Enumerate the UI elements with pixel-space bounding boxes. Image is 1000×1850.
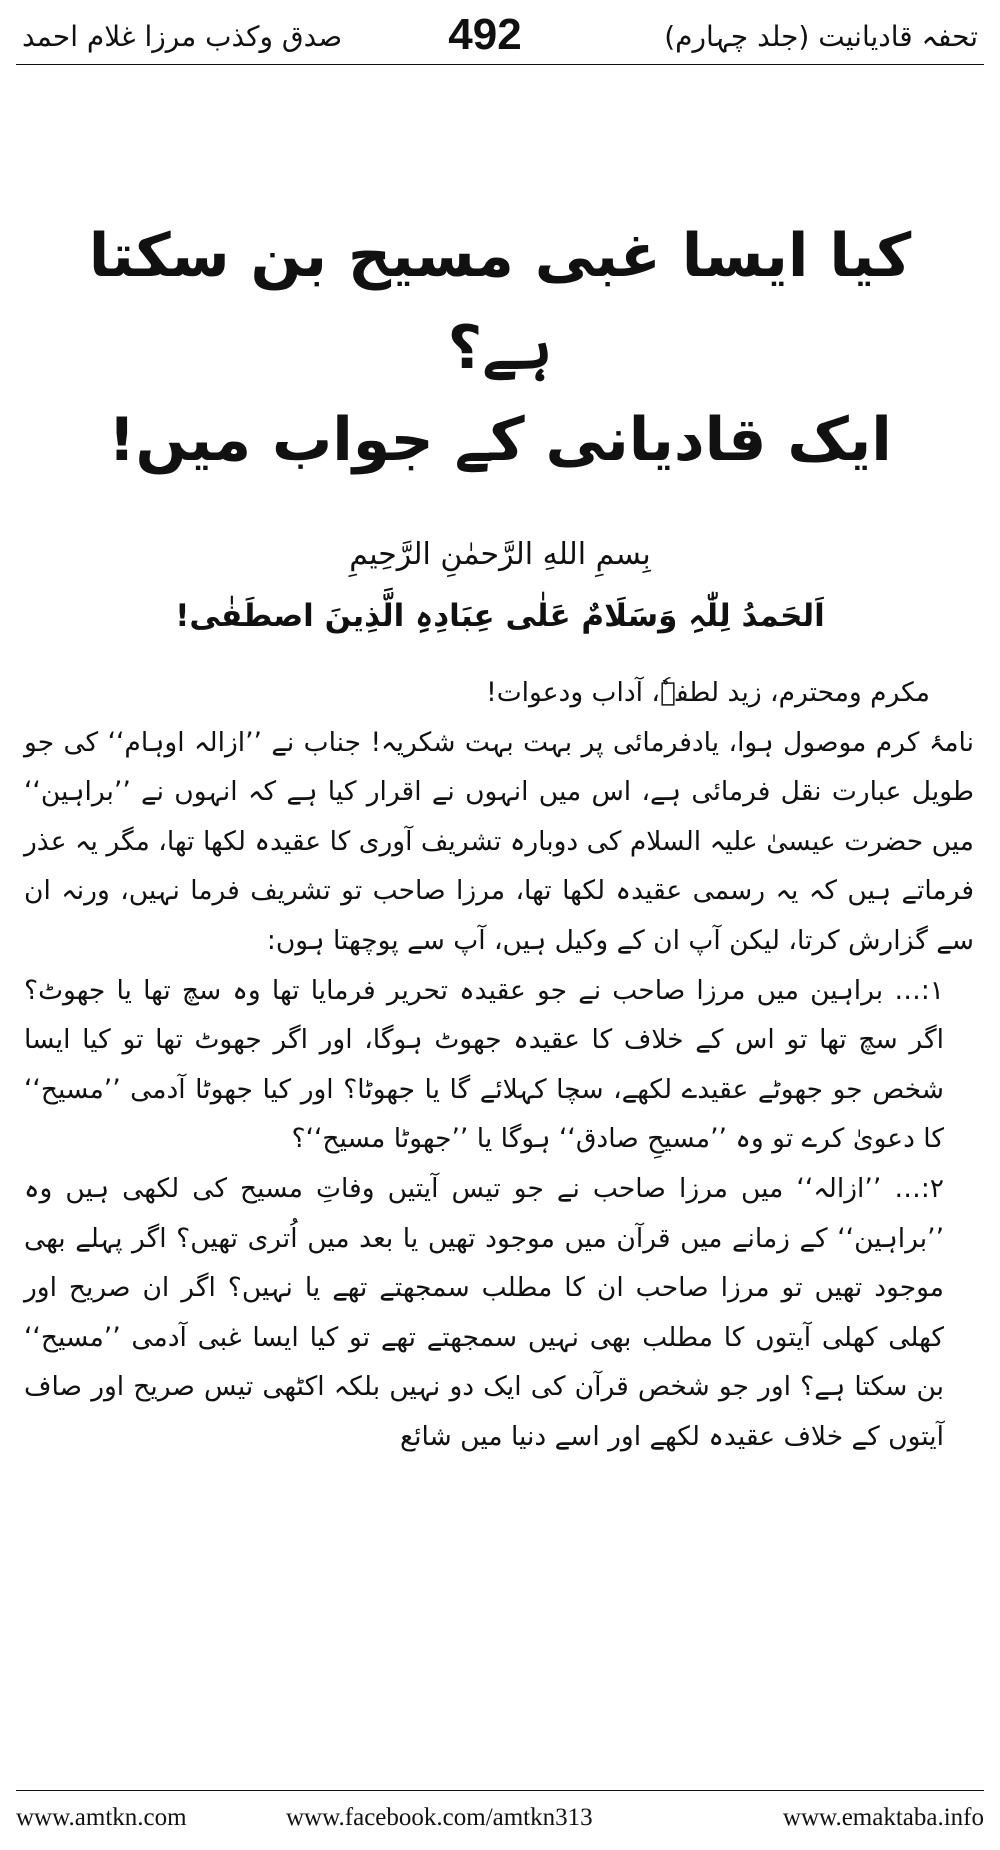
paragraph-1: نامۂ کرم موصول ہوا، یادفرمائی پر بہت بہت شکریہ! جناب نے ’’ازالہ اوہام‘‘ کی جو طویل عبارت نقل فرمائی ہے، اس میں انہوں نے اقرار کیا ہے کہ انہوں نے ’’براہین‘‘ میں حضرت عیسیٰ علیہ السلام کی دوبارہ تشریف آوری کا عقیدہ لکھا تھا، مگر یہ عذر فرماتے ہیں کہ یہ رسمی عقیدہ لکھا تھا، مرزا صاحب تو تشریف فرما نہیں، ورنہ ان سے گزارش کرتا، لیکن آپ ان کے وکیل ہیں، آپ سے پوچھتا ہوں: xyxy=(24,726,974,956)
question-1: ۱:… براہین میں مرزا صاحب نے جو عقیدہ تحریر فرمایا تھا وہ سچ تھا یا جھوٹ؟ اگر سچ تھا تو اس کے خلاف کا عقیدہ جھوٹ ہوگا، اور اگر جھوٹ تھا تو کیا ایسا شخص جو جھوٹے عقیدے لکھے، سچا کہلائے گا یا جھوٹا؟ اور کیا جھوٹا آدمی ’’مسیح‘‘ کا دعویٰ کرے تو وہ ’’مسیحِ صادق‘‘ ہوگا یا ’’جھوٹا مسیح‘‘؟ xyxy=(24,974,944,1155)
page-footer xyxy=(16,1800,984,1840)
question-2: ۲:… ’’ازالہ‘‘ میں مرزا صاحب نے جو تیس آیتیں وفاتِ مسیح کی لکھی ہیں وہ ’’براہین‘‘ کے زمانے میں قرآن میں موجود تھیں یا بعد میں اُتری تھیں؟ اگر پہلے بھی موجود تھیں تو مرزا صاحب ان کا مطلب سمجھتے تھے یا نہیں؟ اگر ان صریح اور کھلی کھلی آیتوں کا مطلب بھی نہیں سمجھتے تھے تو کیا ایسا غبی آدمی ’’مسیح‘‘ بن سکتا ہے؟ اور جو شخص قرآن کی ایک دو نہیں بلکہ اکٹھی تیس صریح اور صاف آیتوں کے خلاف عقیدہ لکھے اور اسے دنیا میں شائع xyxy=(24,1172,944,1452)
bismillah: بِسمِ اللهِ الرَّحمٰنِ الرَّحِیمِ xyxy=(349,537,651,572)
book-title: تحفہ قادیانیت (جلد چہارم) xyxy=(664,20,978,53)
footer-divider xyxy=(16,1790,984,1791)
footer-link-emaktaba[interactable]: www.emaktaba.info xyxy=(782,1804,984,1831)
title-line-2: ایک قادیانی کے جواب میں! xyxy=(108,405,892,475)
header-divider xyxy=(16,64,984,65)
article-body xyxy=(24,668,974,1462)
title-line-1: کیا ایسا غبی مسیح بن سکتا ہے؟ xyxy=(88,221,912,383)
salutation: مکرم ومحترم، زید لطفہٗ، آداب ودعوات! xyxy=(486,677,930,708)
hamd-line: اَلحَمدُ لِلّٰہِ وَسَلَامٌ عَلٰی عِبَادِہِ الَّذِینَ اصطَفٰی! xyxy=(175,598,825,634)
page-number: 492 xyxy=(448,10,522,59)
article-title xyxy=(40,210,960,486)
page-header xyxy=(0,0,1000,64)
chapter-title: صدق وکذب مرزا غلام احمد xyxy=(22,20,343,53)
footer-link-amtkn[interactable]: www.amtkn.com xyxy=(16,1804,187,1831)
footer-link-facebook[interactable]: www.facebook.com/amtkn313 xyxy=(286,1804,593,1831)
